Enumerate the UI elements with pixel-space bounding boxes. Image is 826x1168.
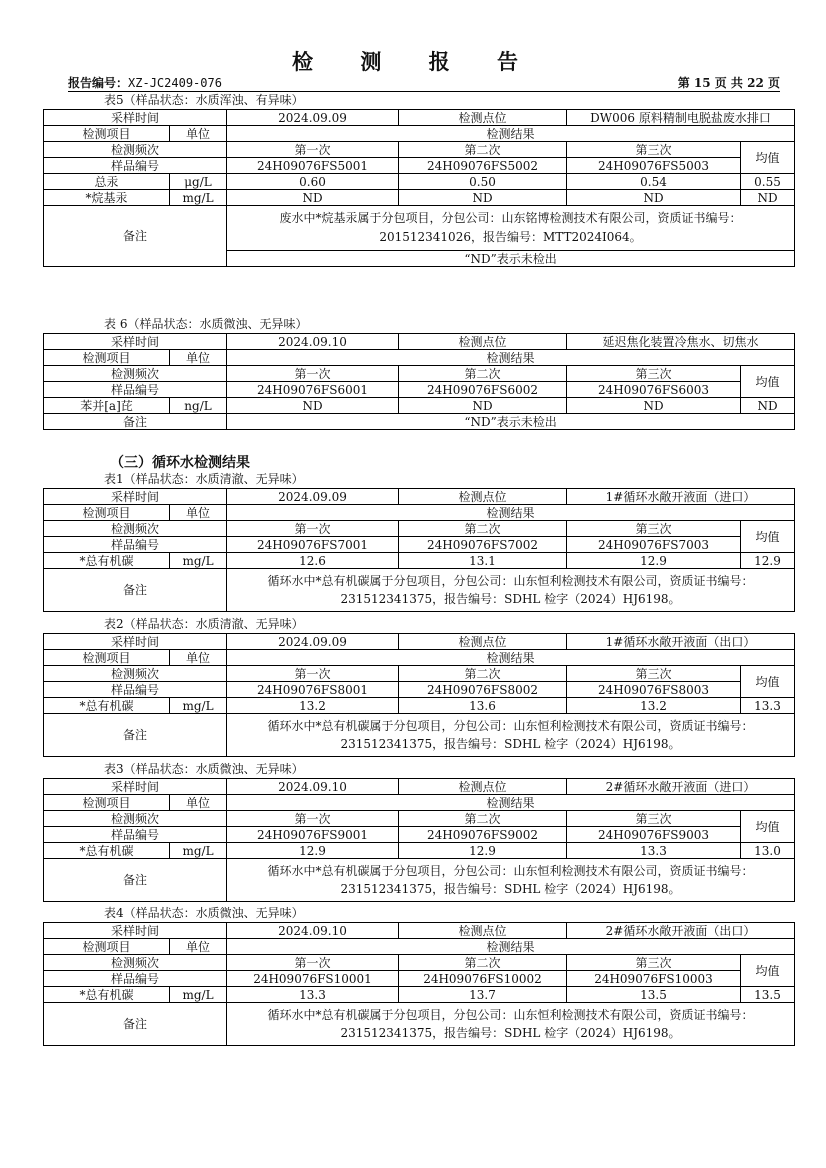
third-label: 第三次 bbox=[567, 366, 741, 382]
result-table bbox=[43, 488, 795, 612]
value-first: 13.2 bbox=[227, 698, 399, 714]
nd-note: “ND”表示未检出 bbox=[227, 251, 795, 267]
report-number bbox=[68, 74, 222, 91]
item-unit: mg/L bbox=[170, 698, 227, 714]
sample-no: 24H09076FS10003 bbox=[567, 971, 741, 987]
value-avg: 13.0 bbox=[741, 843, 795, 859]
page-title: 检 测 报 告 bbox=[292, 49, 538, 74]
unit-label: 单位 bbox=[170, 505, 227, 521]
sample-no: 24H09076FS5003 bbox=[567, 158, 741, 174]
table-row bbox=[44, 110, 795, 126]
sample-no-label: 样品编号 bbox=[44, 158, 227, 174]
nd-note: “ND”表示未检出 bbox=[227, 414, 795, 430]
value-third: 12.9 bbox=[567, 553, 741, 569]
value-third: 13.5 bbox=[567, 987, 741, 1003]
frequency-label: 检测频次 bbox=[44, 142, 227, 158]
table-row bbox=[44, 350, 795, 366]
value-third: 13.3 bbox=[567, 843, 741, 859]
test-point-label: 检测点位 bbox=[399, 334, 567, 350]
first-label: 第一次 bbox=[227, 955, 399, 971]
sampling-time-label: 采样时间 bbox=[44, 489, 227, 505]
sample-no: 24H09076FS8003 bbox=[567, 682, 741, 698]
value-avg: 13.3 bbox=[741, 698, 795, 714]
value-first: ND bbox=[227, 190, 399, 206]
value-third: 13.2 bbox=[567, 698, 741, 714]
test-item-label: 检测项目 bbox=[44, 126, 170, 142]
sample-no: 24H09076FS9001 bbox=[227, 827, 399, 843]
test-point-value: 延迟焦化装置冷焦水、切焦水 bbox=[567, 334, 795, 350]
table-row bbox=[44, 158, 795, 174]
test-point-value: 2#循环水敞开液面（出口） bbox=[567, 923, 795, 939]
value-first: 12.9 bbox=[227, 843, 399, 859]
value-second: ND bbox=[399, 398, 567, 414]
data-row bbox=[44, 553, 795, 569]
remark-note: 循环水中*总有机碳属于分包项目，分包公司：山东恒利检测技术有限公司，资质证书编号：231512341375，报告编号：SDHL 检字（2024）HJ6198。 bbox=[227, 569, 795, 612]
sample-no: 24H09076FS7003 bbox=[567, 537, 741, 553]
second-label: 第二次 bbox=[399, 811, 567, 827]
value-first: 0.60 bbox=[227, 174, 399, 190]
sampling-date: 2024.09.09 bbox=[227, 634, 399, 650]
value-first: ND bbox=[227, 398, 399, 414]
result-table bbox=[43, 922, 795, 1046]
sample-no: 24H09076FS7002 bbox=[399, 537, 567, 553]
item-name: *总有机碳 bbox=[44, 698, 170, 714]
sample-no: 24H09076FS8001 bbox=[227, 682, 399, 698]
result-table bbox=[43, 778, 795, 902]
table-row bbox=[44, 634, 795, 650]
sample-no: 24H09076FS10001 bbox=[227, 971, 399, 987]
sampling-time-label: 采样时间 bbox=[44, 334, 227, 350]
item-unit: mg/L bbox=[170, 987, 227, 1003]
table-row bbox=[44, 382, 795, 398]
table-row bbox=[44, 827, 795, 843]
data-row bbox=[44, 698, 795, 714]
item-name: *总有机碳 bbox=[44, 843, 170, 859]
sample-no-label: 样品编号 bbox=[44, 382, 227, 398]
header-rule bbox=[68, 91, 780, 92]
table-row bbox=[44, 795, 795, 811]
sampling-time-label: 采样时间 bbox=[44, 634, 227, 650]
remark-label: 备注 bbox=[44, 569, 227, 612]
sample-no: 24H09076FS10002 bbox=[399, 971, 567, 987]
test-item-label: 检测项目 bbox=[44, 350, 170, 366]
frequency-label: 检测频次 bbox=[44, 955, 227, 971]
item-unit: ng/L bbox=[170, 398, 227, 414]
test-result-label: 检测结果 bbox=[227, 650, 795, 666]
frequency-label: 检测频次 bbox=[44, 521, 227, 537]
table-row bbox=[44, 489, 795, 505]
value-third: ND bbox=[567, 190, 741, 206]
remark-row bbox=[44, 206, 795, 251]
test-point-label: 检测点位 bbox=[399, 634, 567, 650]
value-avg: 0.55 bbox=[741, 174, 795, 190]
unit-label: 单位 bbox=[170, 126, 227, 142]
sampling-date: 2024.09.10 bbox=[227, 779, 399, 795]
section-title: （三）循环水检测结果 bbox=[110, 455, 250, 471]
test-item-label: 检测项目 bbox=[44, 505, 170, 521]
table-row bbox=[44, 537, 795, 553]
sampling-time-label: 采样时间 bbox=[44, 779, 227, 795]
remark-note: 循环水中*总有机碳属于分包项目，分包公司：山东恒利检测技术有限公司，资质证书编号：231512341375，报告编号：SDHL 检字（2024）HJ6198。 bbox=[227, 1003, 795, 1046]
test-result-label: 检测结果 bbox=[227, 350, 795, 366]
sample-no: 24H09076FS7001 bbox=[227, 537, 399, 553]
remark-note: 循环水中*总有机碳属于分包项目，分包公司：山东恒利检测技术有限公司，资质证书编号：231512341375，报告编号：SDHL 检字（2024）HJ6198。 bbox=[227, 859, 795, 902]
sample-no: 24H09076FS9003 bbox=[567, 827, 741, 843]
test-result-label: 检测结果 bbox=[227, 505, 795, 521]
remark-note: 循环水中*总有机碳属于分包项目，分包公司：山东恒利检测技术有限公司，资质证书编号：231512341375，报告编号：SDHL 检字（2024）HJ6198。 bbox=[227, 714, 795, 757]
test-point-value: 2#循环水敞开液面（进口） bbox=[567, 779, 795, 795]
test-point-value: DW006 原料精制电脱盐废水排口 bbox=[567, 110, 795, 126]
unit-label: 单位 bbox=[170, 795, 227, 811]
remark-row bbox=[44, 569, 795, 612]
data-row bbox=[44, 843, 795, 859]
avg-label: 均值 bbox=[741, 366, 795, 398]
remark-label: 备注 bbox=[44, 714, 227, 757]
page-number: 第 15 页 共 22 页 bbox=[677, 76, 780, 90]
second-label: 第二次 bbox=[399, 955, 567, 971]
sample-no: 24H09076FS6002 bbox=[399, 382, 567, 398]
value-second: 12.9 bbox=[399, 843, 567, 859]
table-row bbox=[44, 505, 795, 521]
table-caption: 表3（样品状态：水质微浊、无异味） bbox=[104, 762, 304, 776]
table-row bbox=[44, 811, 795, 827]
sample-no: 24H09076FS6003 bbox=[567, 382, 741, 398]
first-label: 第一次 bbox=[227, 366, 399, 382]
item-unit: mg/L bbox=[170, 190, 227, 206]
sample-no-label: 样品编号 bbox=[44, 537, 227, 553]
remark-row bbox=[44, 1003, 795, 1046]
second-label: 第二次 bbox=[399, 142, 567, 158]
result-table bbox=[43, 333, 795, 430]
test-point-label: 检测点位 bbox=[399, 489, 567, 505]
avg-label: 均值 bbox=[741, 666, 795, 698]
sample-no: 24H09076FS5001 bbox=[227, 158, 399, 174]
table-row bbox=[44, 650, 795, 666]
sampling-date: 2024.09.10 bbox=[227, 923, 399, 939]
report-number-value: XZ-JC2409-076 bbox=[128, 76, 222, 90]
test-item-label: 检测项目 bbox=[44, 939, 170, 955]
first-label: 第一次 bbox=[227, 521, 399, 537]
table-caption: 表4（样品状态：水质微浊、无异味） bbox=[104, 906, 304, 920]
sample-no: 24H09076FS8002 bbox=[399, 682, 567, 698]
report-number-label: 报告编号： bbox=[68, 76, 129, 90]
first-label: 第一次 bbox=[227, 811, 399, 827]
sample-no-label: 样品编号 bbox=[44, 682, 227, 698]
avg-label: 均值 bbox=[741, 142, 795, 174]
sampling-time-label: 采样时间 bbox=[44, 923, 227, 939]
table-row bbox=[44, 521, 795, 537]
test-result-label: 检测结果 bbox=[227, 126, 795, 142]
table-row bbox=[44, 682, 795, 698]
sample-no-label: 样品编号 bbox=[44, 971, 227, 987]
value-second: 13.1 bbox=[399, 553, 567, 569]
item-name: *总有机碳 bbox=[44, 987, 170, 1003]
test-item-label: 检测项目 bbox=[44, 650, 170, 666]
value-avg: 13.5 bbox=[741, 987, 795, 1003]
remark-row bbox=[44, 714, 795, 757]
value-third: ND bbox=[567, 398, 741, 414]
table-caption: 表 6（样品状态：水质微浊、无异味） bbox=[104, 317, 308, 331]
first-label: 第一次 bbox=[227, 142, 399, 158]
sampling-time-label: 采样时间 bbox=[44, 110, 227, 126]
item-unit: mg/L bbox=[170, 553, 227, 569]
table-row bbox=[44, 366, 795, 382]
remark-label: 备注 bbox=[44, 859, 227, 902]
sample-no: 24H09076FS9002 bbox=[399, 827, 567, 843]
table-caption: 表5（样品状态：水质浑浊、有异味） bbox=[104, 93, 304, 107]
test-point-label: 检测点位 bbox=[399, 923, 567, 939]
sampling-date: 2024.09.10 bbox=[227, 334, 399, 350]
frequency-label: 检测频次 bbox=[44, 366, 227, 382]
table-row bbox=[44, 142, 795, 158]
third-label: 第三次 bbox=[567, 142, 741, 158]
item-name: 苯并[a]芘 bbox=[44, 398, 170, 414]
unit-label: 单位 bbox=[170, 350, 227, 366]
remark-row bbox=[44, 414, 795, 430]
test-item-label: 检测项目 bbox=[44, 795, 170, 811]
data-row bbox=[44, 174, 795, 190]
avg-label: 均值 bbox=[741, 955, 795, 987]
result-table bbox=[43, 633, 795, 757]
frequency-label: 检测频次 bbox=[44, 666, 227, 682]
result-table bbox=[43, 109, 795, 267]
item-name: *烷基汞 bbox=[44, 190, 170, 206]
table-row bbox=[44, 939, 795, 955]
table-row bbox=[44, 666, 795, 682]
value-first: 12.6 bbox=[227, 553, 399, 569]
test-point-value: 1#循环水敞开液面（出口） bbox=[567, 634, 795, 650]
test-result-label: 检测结果 bbox=[227, 795, 795, 811]
value-second: ND bbox=[399, 190, 567, 206]
item-name: 总汞 bbox=[44, 174, 170, 190]
value-avg: ND bbox=[741, 190, 795, 206]
sample-no: 24H09076FS5002 bbox=[399, 158, 567, 174]
data-row bbox=[44, 398, 795, 414]
value-third: 0.54 bbox=[567, 174, 741, 190]
avg-label: 均值 bbox=[741, 811, 795, 843]
data-row bbox=[44, 987, 795, 1003]
value-first: 13.3 bbox=[227, 987, 399, 1003]
frequency-label: 检测频次 bbox=[44, 811, 227, 827]
second-label: 第二次 bbox=[399, 666, 567, 682]
table-row bbox=[44, 126, 795, 142]
table-row bbox=[44, 334, 795, 350]
avg-label: 均值 bbox=[741, 521, 795, 553]
table-caption: 表2（样品状态：水质清澈、无异味） bbox=[104, 617, 304, 631]
unit-label: 单位 bbox=[170, 650, 227, 666]
table-row bbox=[44, 971, 795, 987]
table-row bbox=[44, 779, 795, 795]
unit-label: 单位 bbox=[170, 939, 227, 955]
remark-label: 备注 bbox=[44, 414, 227, 430]
test-point-label: 检测点位 bbox=[399, 110, 567, 126]
remark-note: 废水中*烷基汞属于分包项目，分包公司：山东铭博检测技术有限公司，资质证书编号：201512341026，报告编号：MTT2024I064。 bbox=[227, 206, 795, 251]
table-caption: 表1（样品状态：水质清澈、无异味） bbox=[104, 472, 304, 486]
test-result-label: 检测结果 bbox=[227, 939, 795, 955]
item-unit: mg/L bbox=[170, 843, 227, 859]
remark-row bbox=[44, 859, 795, 902]
sampling-date: 2024.09.09 bbox=[227, 110, 399, 126]
value-second: 13.6 bbox=[399, 698, 567, 714]
sampling-date: 2024.09.09 bbox=[227, 489, 399, 505]
first-label: 第一次 bbox=[227, 666, 399, 682]
table-row bbox=[44, 923, 795, 939]
third-label: 第三次 bbox=[567, 666, 741, 682]
value-second: 13.7 bbox=[399, 987, 567, 1003]
item-name: *总有机碳 bbox=[44, 553, 170, 569]
value-avg: ND bbox=[741, 398, 795, 414]
remark-label: 备注 bbox=[44, 206, 227, 267]
third-label: 第三次 bbox=[567, 811, 741, 827]
table-row bbox=[44, 955, 795, 971]
remark-label: 备注 bbox=[44, 1003, 227, 1046]
value-second: 0.50 bbox=[399, 174, 567, 190]
third-label: 第三次 bbox=[567, 521, 741, 537]
value-avg: 12.9 bbox=[741, 553, 795, 569]
data-row bbox=[44, 190, 795, 206]
test-point-value: 1#循环水敞开液面（进口） bbox=[567, 489, 795, 505]
sample-no-label: 样品编号 bbox=[44, 827, 227, 843]
third-label: 第三次 bbox=[567, 955, 741, 971]
sample-no: 24H09076FS6001 bbox=[227, 382, 399, 398]
second-label: 第二次 bbox=[399, 521, 567, 537]
item-unit: μg/L bbox=[170, 174, 227, 190]
second-label: 第二次 bbox=[399, 366, 567, 382]
test-point-label: 检测点位 bbox=[399, 779, 567, 795]
